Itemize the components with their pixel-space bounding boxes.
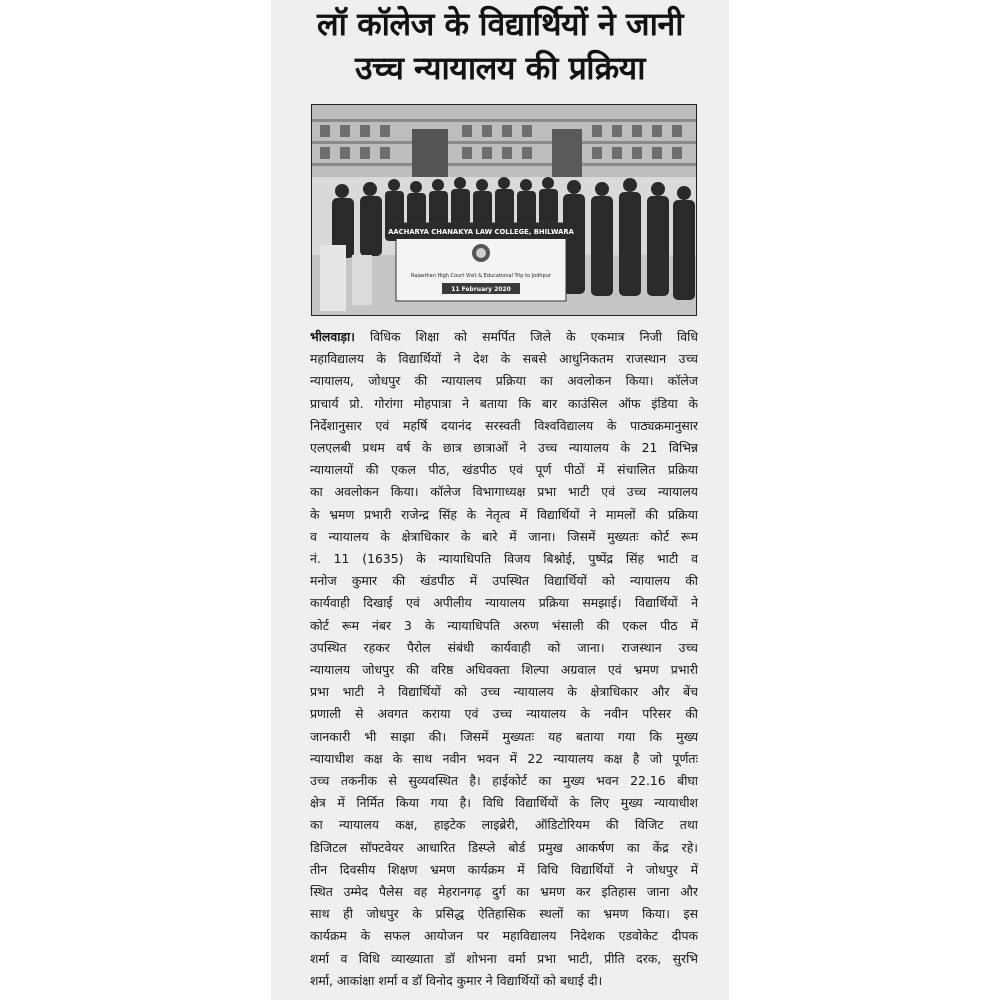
banner-title: AACHARYA CHANAKYA LAW COLLEGE, BHILWARA [388, 228, 574, 236]
article-line: जानकारी भी साझा की। जिसमें मुख्यतः यह बताया गया कि मुख्य [310, 728, 698, 744]
article-line: के भ्रमण प्रभारी राजेन्द्र सिंह के नेतृत्व में विद्यार्थियों ने मामलों की प्रक्रिया [310, 506, 698, 522]
article-line: प्रभा भाटी ने विद्यार्थियों को उच्च न्यायालय के क्षेत्राधिकार और बेंच [310, 684, 698, 700]
article-line: निर्देशानुसार एवं महर्षि दयानंद सरस्वती विश्वविद्यालय के पाठ्यक्रमानुसार [310, 417, 698, 433]
article-line: स्थित उम्मेद पैलेस वह मेहरानगढ़ दुर्ग का भ्रमण कर इतिहास जाना और [310, 884, 698, 900]
article-line: महाविद्यालय के विद्यार्थियों ने देश के सबसे आधुनिकतम राजस्थान उच्च [310, 351, 698, 367]
article-line: प्रणाली से अवगत कराया एवं उच्च न्यायालय के नवीन परिसर की [310, 706, 698, 722]
article-line: न्यायालय, जोधपुर की न्यायालय प्रक्रिया का अवलोकन किया। कॉलेज [310, 373, 698, 389]
article-line: प्राचार्य प्रो. गोरांगा मोहपात्रा ने बताया कि बार काउंसिल ऑफ इंडिया के [310, 395, 698, 411]
article-line: क्षेत्र में निर्मित किया गया है। विधि विद्यार्थियों के लिए मुख्य न्यायाधीश [310, 795, 698, 811]
group-photo [311, 104, 697, 316]
article-line: डिजिटल सॉफ्टवेयर आधारित डिस्प्ले बोर्ड प्रमुख आकर्षण का केंद्र रहे। [310, 839, 698, 855]
article-line: न्यायालयों की एकल पीठ, खंडपीठ एवं पूर्ण पीठों में संचालित प्रक्रिया [310, 462, 698, 478]
article-line: नं. 11 (1635) के न्यायाधिपति विजय बिश्नोई, पुष्पेंद्र सिंह भाटी व [310, 551, 698, 567]
banner-date: 11 February 2020 [451, 286, 511, 293]
article-line: कार्यवाही दिखाई एवं अपीलीय न्यायालय प्रक्रिया समझाई। विद्यार्थियों ने [310, 595, 698, 611]
article-line: उपस्थित रहकर पैरोल संबंधी कार्यवाही को जाना। राजस्थान उच्च [310, 639, 698, 655]
newspaper-clipping [271, 0, 729, 1000]
dateline: भीलवाड़ा। [310, 329, 355, 344]
article-line: न्यायालय जोधपुर की वरिष्ठ अधिवक्ता शिल्पा अग्रवाल एवं भ्रमण प्रभारी [310, 662, 698, 678]
article-line: का अवलोकन किया। कॉलेज विभागाध्यक्ष प्रभा भाटी एवं उच्च न्यायालय [310, 484, 698, 500]
article-line: साथ ही जोधपुर के प्रसिद्ध ऐतिहासिक स्थलों का भ्रमण किया। इस [310, 906, 698, 922]
article-line: कार्यक्रम के सफल आयोजन पर महाविद्यालय निदेशक एडवोकेट दीपक [310, 928, 698, 944]
article-line: एलएलबी प्रथम वर्ष के छात्र छात्राओं ने उच्च न्यायालय के 21 विभिन्न [310, 440, 698, 456]
college-banner [388, 223, 575, 301]
article-line: व न्यायालय के क्षेत्राधिकार के बारे में जाना। जिसमें मुख्यतः कोर्ट रूम [310, 528, 698, 544]
article-line: मनोज कुमार की खंडपीठ में उपस्थित विद्यार्थियों को न्यायालय की [310, 573, 698, 589]
article-body [310, 326, 698, 992]
article-line: शर्मा, आकांक्षा शर्मा व डॉ विनोद कुमार ने विद्यार्थियों को बधाई दी। [310, 972, 603, 988]
article-line: शर्मा व विधि व्याख्याता डॉ शोभना वर्मा प्रभा भाटी, प्रीति दरक, सुरभि [310, 950, 698, 966]
headline-line-1: लॉ कॉलेज के विद्यार्थियों ने जानी [316, 5, 684, 43]
article-line: न्यायाधीश कक्ष के साथ नवीन भवन में 22 न्यायालय कक्ष है जो पूर्णतः [310, 750, 698, 766]
article-line [310, 326, 698, 348]
headline-line-2: उच्च न्यायालय की प्रक्रिया [354, 49, 646, 87]
building [312, 105, 696, 177]
article-line: का न्यायालय कक्ष, हाइटेक लाइब्रेरी, ऑडिटोरियम की विजिट तथा [310, 817, 698, 833]
headline [271, 2, 729, 90]
banner-subtitle: Rajasthan High Court Visit & Educational Trip to Jodhpur [411, 273, 551, 279]
article-line-text: विधिक शिक्षा को समर्पित जिले के एकमात्र निजी विधि [354, 329, 698, 344]
article-line: उच्च तकनीक से सुव्यवस्थित है। हाईकोर्ट का मुख्य भवन 22.16 बीघा [310, 773, 698, 789]
article-line: तीन दिवसीय शिक्षण भ्रमण कार्यक्रम में विधि विद्यार्थियों ने जोधपुर में [310, 861, 698, 877]
article-line: कोर्ट रूम नंबर 3 के न्यायाधिपति अरुण भंसाली की एकल पीठ में [310, 617, 698, 633]
